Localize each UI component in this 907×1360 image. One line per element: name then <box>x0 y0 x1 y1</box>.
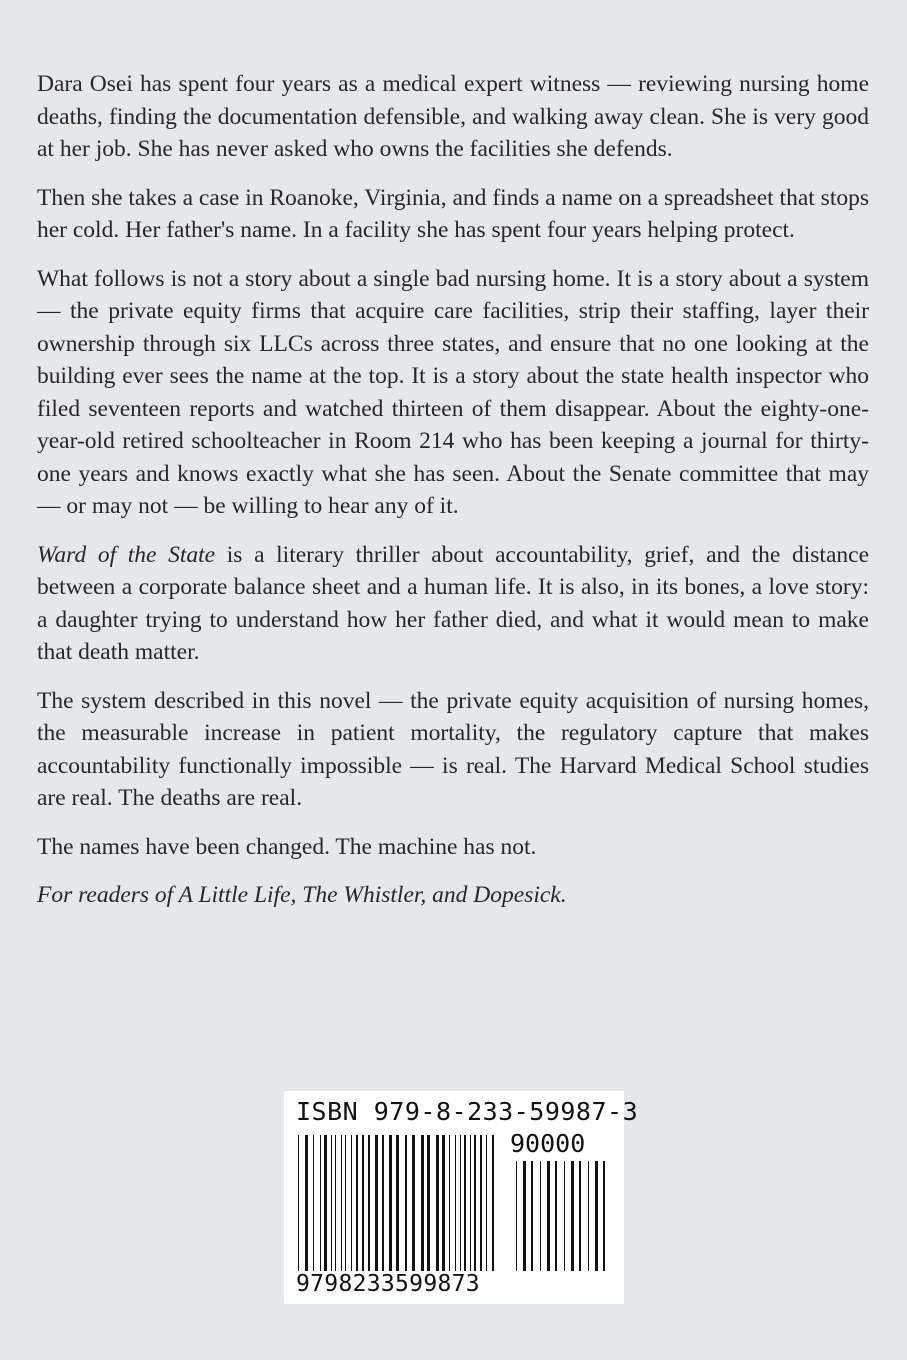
barcode-bar <box>555 1161 557 1271</box>
barcode-bar <box>375 1135 378 1271</box>
barcode-bar <box>579 1161 581 1271</box>
blurb-paragraph-4 <box>37 539 869 669</box>
barcode-bar <box>442 1135 445 1271</box>
readers-recommendation: For readers of A Little Life, The Whistler, and Dopesick. <box>37 882 567 908</box>
barcode-bar <box>449 1135 450 1271</box>
barcode-bar <box>382 1135 384 1271</box>
barcode-bar <box>464 1135 466 1271</box>
barcode-bar <box>331 1135 332 1271</box>
barcode-bar <box>474 1135 476 1271</box>
barcode-bar <box>351 1135 352 1271</box>
barcode-bar <box>313 1135 314 1271</box>
blurb-paragraph-2: Then she takes a case in Roanoke, Virginia, and finds a name on a spreadsheet that stops her cold. Her father's name. In a facility she has spent four years helping protect. <box>37 184 869 243</box>
barcode-bar <box>564 1161 565 1271</box>
barcode-bar <box>492 1135 494 1271</box>
barcode-bar <box>320 1135 321 1271</box>
barcode-bar <box>427 1135 430 1271</box>
barcode-bar <box>547 1161 550 1271</box>
barcode-bar <box>588 1161 589 1271</box>
barcode-bar <box>362 1135 364 1271</box>
isbn-barcode <box>284 1091 639 1304</box>
barcode-bar <box>335 1135 336 1271</box>
barcode-bar <box>571 1161 574 1271</box>
barcode-bar <box>345 1135 346 1271</box>
blurb-paragraph-1: Dara Osei has spent four years as a medical expert witness — reviewing nursing home deaths, finding the documentation defensible, and walking away clean. She is very good at her job. She has never asked who owns the facilities she defends. <box>37 71 869 162</box>
barcode-bar <box>516 1161 517 1271</box>
barcode-bar <box>603 1161 605 1271</box>
barcode-bar <box>396 1135 399 1271</box>
blurb-tagline: The names have been changed. The machine has not. <box>37 833 537 860</box>
barcode-bar <box>460 1135 461 1271</box>
barcode-bar <box>523 1161 526 1271</box>
blurb-paragraph-4-rest: is a literary thriller about accountability, grief, and the distance between a corporate balance sheet and a human life. It is also, in its bones, a love story: a daughter trying to understand how her father died, and what it would mean to make that death matter. <box>37 541 869 665</box>
barcode-bar <box>421 1135 424 1271</box>
barcode-bar <box>455 1135 456 1271</box>
book-title: Ward of the State <box>37 541 216 568</box>
barcode-bar <box>540 1161 541 1271</box>
barcode-bar <box>341 1135 342 1271</box>
barcode-bar <box>480 1135 482 1271</box>
blurb-text <box>37 68 869 928</box>
barcode-bar <box>356 1135 358 1271</box>
price-code: 90000 <box>510 1129 586 1158</box>
barcode-bar <box>324 1135 327 1271</box>
barcode-bar <box>305 1135 308 1271</box>
barcode-bar <box>412 1135 415 1271</box>
barcode-bar <box>405 1135 407 1271</box>
barcode-bar <box>436 1135 439 1271</box>
barcode-bar <box>298 1135 299 1271</box>
barcode-bar <box>531 1161 533 1271</box>
barcode-bar <box>389 1135 392 1271</box>
isbn-label: ISBN 979-8-233-59987-3 <box>296 1097 639 1126</box>
barcode-bar <box>470 1135 471 1271</box>
barcode-bar <box>486 1135 487 1271</box>
barcode-bar <box>595 1161 598 1271</box>
blurb-paragraph-5: The system described in this novel — the private equity acquisition of nursing homes, the measurable increase in patient mortality, the regulatory capture that makes accountability functionally impossible — is real. The Harvard Medical School studies are real. The deaths are real. <box>37 687 869 811</box>
barcode-digits: 9798233599873 <box>296 1271 480 1297</box>
barcode-bar <box>368 1135 370 1271</box>
blurb-paragraph-3: What follows is not a story about a single bad nursing home. It is a story about a system — the private equity firms that acquire care facilities, strip their staffing, layer their ownership through six LLCs across three states, and ensure that no one looking at the building ever sees the name at the top. It is a story about the state health inspector who filed seventeen reports and watched thirteen of them disappear. About the eighty-one-year-old retired schoolteacher in Room 214 who has been keeping a journal for thirty-one years and knows exactly what she has seen. About the Senate committee that may — or may not — be willing to hear any of it. <box>37 265 869 519</box>
